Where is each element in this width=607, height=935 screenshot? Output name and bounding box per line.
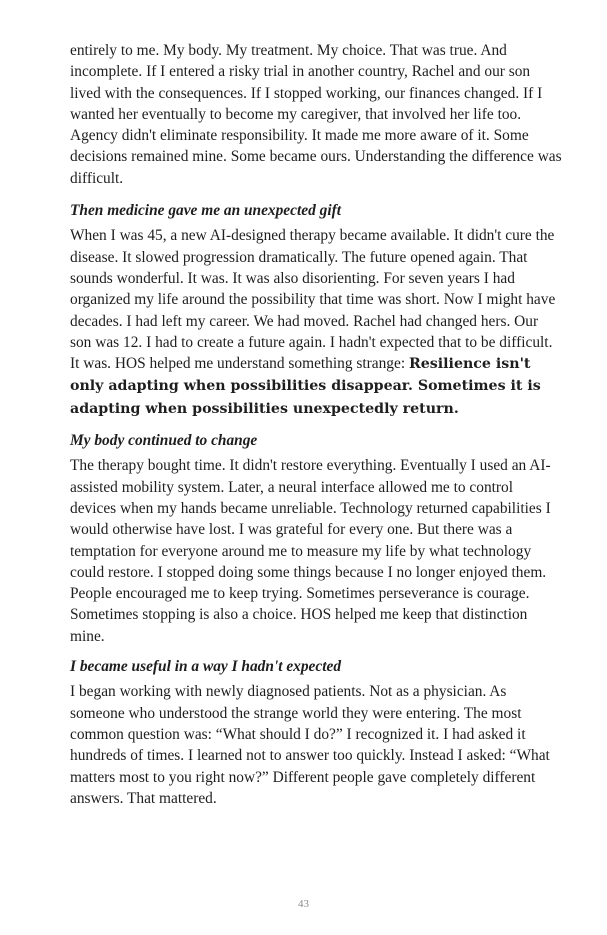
section-heading-body-change: My body continued to change — [70, 432, 258, 450]
paragraph-technology: The therapy bought time. It didn't restore everything. Eventually I used an AI-assisted mobility system. Later, a neural interface allowed me to control devices when my hands became unreliable. Technology returned capabilities I would otherwise have lost. I was grateful for every one. But there was a temptation for everyone around me to measure my life by what technology could restore. I stopped doing some things because I no longer enjoyed them. People encouraged me to keep trying. Sometimes perseverance is courage. Sometimes stopping is also a choice. HOS helped me keep that distinction mine. — [70, 457, 551, 645]
section-heading-became-useful: I became useful in a way I hadn't expected — [70, 658, 342, 676]
paragraph-patients: I began working with newly diagnosed patients. Not as a physician. As someone who understood the strange world they were entering. The most common question was: “What should I do?” I recognized it. I had asked it hundreds of times. I learned not to answer too quickly. Instead I asked: “What matters most to you right now?” Different people gave completely different answers. That mattered. — [70, 683, 550, 807]
paragraph-agency: entirely to me. My body. My treatment. My choice. That was true. And incomplete. If I entered a risky trial in another country, Rachel and our son lived with the consequences. If I stopped working, our finances changed. If I wanted her eventually to become my caregiver, that involved her life too. Agency didn't eliminate responsibility. It made me more aware of it. Some decisions remained mine. Some became ours. Understanding the difference was difficult. — [70, 42, 562, 187]
paragraph-therapy-text: When I was 45, a new AI-designed therapy became available. It didn't cure the disease. It slowed progression dramatically. The future opened again. That sounds wonderful. It was. It was also disorienting. For seven years I had organized my life around the possibility that time was short. Now I might have decades. I had left my career. We had moved. Rachel had changed hers. Our son was 12. I had to create a future again. I hadn't expected that to be difficult. It was. HOS helped me understand something strange: — [70, 227, 556, 373]
paragraph-therapy — [70, 225, 562, 420]
page-body — [70, 40, 562, 809]
section-heading-unexpected-gift: Then medicine gave me an unexpected gift — [70, 202, 341, 220]
page-number: 43 — [298, 898, 309, 910]
resilience-emphasis: Resilience isn't only adapting when possibilities disappear. Sometimes it is adapting when possibilities unexpectedly return. — [70, 356, 541, 417]
